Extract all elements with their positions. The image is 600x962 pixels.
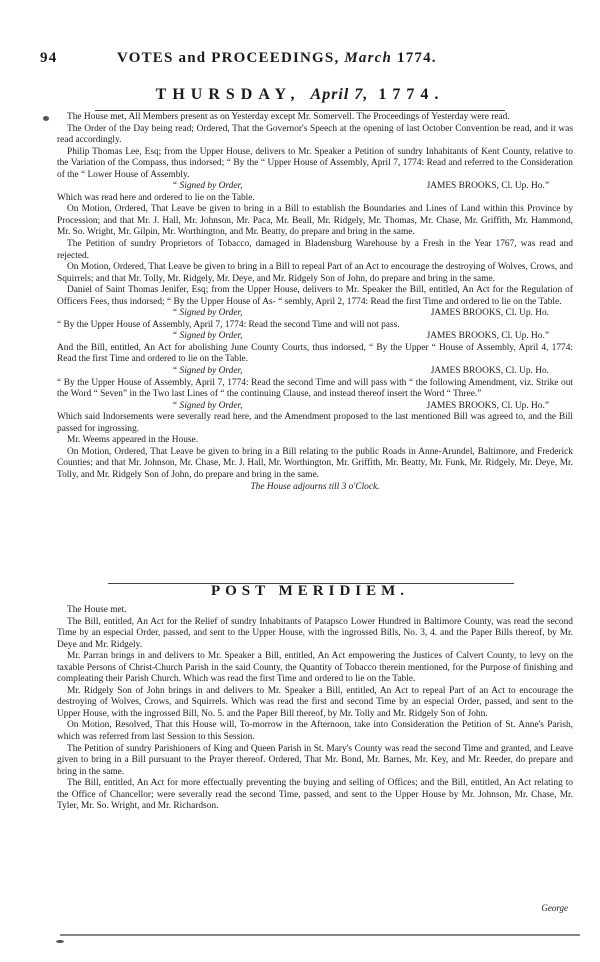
day-date: April 7, [310,86,369,103]
paragraph: Mr. Parran brings in and delivers to Mr. Speaker a Bill, entitled, An Act empowering the Justices of Calvert County, to levy on the taxable Persons of Christ-Church Parish in the said County, the Quantity of Tobacco therein mentioned, for the Purpose of finishing and compleating their Parish Church. Which was read the first Time and ordered to lie on the Table. [57,651,573,685]
paragraph: And the Bill, entitled, An Act for abolishing June County Courts, thus indorsed, “ By the Upper “ House of Assembly, April 4, 1774: Read the first Time and ordered to lie on the Table. [57,342,573,365]
day-year: 1774. [378,86,445,103]
running-title [117,50,437,67]
signature-line [57,181,573,193]
paragraph: The Order of the Day being read; Ordered, That the Governor's Speech at the opening of last October Convention be read, and it was read accordingly. [57,123,573,146]
running-title-main: VOTES and PROCEEDINGS, [117,50,345,66]
paragraph: Which said Indorsements were severally read here, and the Amendment proposed to the last mentioned Bill was agreed to, and the Bill passed for ingrossing. [57,412,573,434]
paragraph: Daniel of Saint Thomas Jenifer, Esq; from the Upper House, delivers to Mr. Speaker the Bill, entitled, An Act for the Regulation of Officers Fees, thus indorsed; “ By the Upper House of As- “ sembly, April 2, 1774: Read the first Time and ordered to lie on the Table. [57,285,573,307]
ink-blot [43,116,49,121]
heading-rule [95,110,505,111]
paragraph: On Motion, Ordered, That Leave be given to bring in a Bill to establish the Boundaries and Lines of Land within this Province by Procession; and that Mr. J. Hall, Mr. Johnson, Mr. Paca, Mr. Beall, Mr. Ridgely, Mr. Thomas, Mr. Chase, Mr. Griffith, Mr. Hammond, Mr. So. Wright, Mr. Gilpin, Mr. Worthington, and Mr. Beatty, do prepare and bring in the same. [57,204,573,238]
paragraph: The Bill, entitled, An Act for the Relief of sundry Inhabitants of Patapsco Lower Hundred in Baltimore County, was read the second Time by an especial Order, passed, and sent to the Upper House, with the ingrossed Bills, No. 3, 4. and the Paper Bills thereof, by Mr. Deye and Mr. Ridgely. [57,616,573,650]
signature-line [57,366,573,378]
clerk-name: JAMES BROOKS, Cl. Up. Ho.” [426,400,549,411]
page-bottom-edge [60,934,580,936]
running-header [40,50,570,72]
adjournment-note: The House adjourns till 3 o'Clock. [250,481,380,492]
signature-line [57,331,573,343]
paragraph: Mr. Weems appeared in the House. [67,435,199,446]
paragraph: The Petition of sundry Parishioners of King and Queen Parish in St. Mary's County was read the second Time and granted, and Leave given to bring in a Bill pursuant to the Prayer thereof. Ordered, That Mr. Bond, Mr. Barnes, Mr. Key, and Mr. Reeder, do prepare and bring in the same. [57,743,573,777]
paragraph: The Petition of sundry Proprietors of Tobacco, damaged in Bladensburg Warehouse by a Fresh in the Year 1767, was read and rejected. [57,239,573,261]
post-meridiem-heading: POST MERIDIEM. [210,583,410,599]
paragraph: The Bill, entitled, An Act for more effectually preventing the buying and selling of Offices; and the Bill, entitled, An Act relating to the Office of Chancellor; were severally read the second Time, passed, and sent to the Upper House by Mr. Johnson, Mr. Chase, Mr. Tyler, Mr. So. Wright, and Mr. Richardson. [57,778,573,812]
clerk-name: JAMES BROOKS, Cl. Up. Ho.” [426,331,549,342]
catchword: George [541,903,568,913]
afternoon-session [57,605,573,813]
day-heading [110,86,490,104]
paragraph: Philip Thomas Lee, Esq; from the Upper House, delivers to Mr. Speaker a Petition of sundry Inhabitants of Kent County, relative to the Variation of the Compass, thus indorsed; “ By the “ Upper House of Assembly, April 7, 1774: Read and referred to the Consideration of the “ Lower House of Assembly. [57,146,573,180]
ink-blot [56,940,64,943]
page-number: 94 [40,50,58,66]
paragraph: On Motion, Resolved, That this House will, To-morrow in the Afternoon, take into Consideration the Petition of St. Anne's Parish, which was referred from last Session to this Session. [57,720,573,743]
signed-by-order: “ Signed by Order, [172,400,243,411]
signed-by-order: “ Signed by Order, [172,366,243,377]
signature-line [57,308,573,320]
running-title-month: March [344,50,393,66]
paragraph: “ By the Upper House of Assembly, April 7, 1774: Read the second Time and will not pass. [57,319,400,330]
running-title-year: 1774. [392,50,437,66]
clerk-name: JAMES BROOKS, Cl. Up. Ho.” [426,181,549,192]
paragraph: “ By the Upper House of Assembly, April 7, 1774: Read the second Time and will pass with “ the following Amendment, viz. Strike out the Word “ Seven” in the Two last Lines of “ the continuing Clause, and instead thereof insert the Word “ Three.” [57,377,573,400]
paragraph: Mr. Ridgely Son of John brings in and delivers to Mr. Speaker a Bill, entitled, An Act to repeal Part of an Act to encourage the destroying of Wolves, Crows, and Squirrels. Which was read the first and second Time by an especial Order, passed, and sent to the Upper House, with the ingrossed Bill, No. 5. and the Paper Bill thereof, by Mr. Tolly and Mr. Ridgely Son of John. [57,685,573,719]
day-name: THURSDAY, [155,86,301,103]
signed-by-order: “ Signed by Order, [172,181,243,192]
signed-by-order: “ Signed by Order, [172,331,243,342]
signature-line [57,401,573,413]
clerk-name: JAMES BROOKS, Cl. Up. Ho. [430,366,549,377]
paragraph: On Motion, Ordered, That Leave be given to bring in a Bill to repeal Part of an Act to encourage the destroying of Wolves, Crows, and Squirrels; and that Mr. Tolly, Mr. Ridgely, Mr. Deye, and Mr. Ridgely Son of John, do prepare and bring in the same. [57,262,573,284]
morning-session [57,112,573,493]
paragraph: On Motion, Ordered, That Leave be given to bring in a Bill relating to the public Roads in Anne-Arundel, Baltimore, and Frederick Counties; and that Mr. Johnson, Mr. Chase, Mr. J. Hall, Mr. Worthington, Mr. Griffith, Mr. Beatty, Mr. Funk, Mr. Ridgely, Mr. Deye, Mr. Tolly, and Mr. Ridgely Son of John, do prepare and bring in the same. [57,446,573,480]
signed-by-order: “ Signed by Order, [172,308,243,319]
paragraph: The House met, All Members present as on Yesterday except Mr. Somervell. The Proceedings of Yesterday were read. [67,112,510,122]
clerk-name: JAMES BROOKS, Cl. Up. Ho. [430,308,549,319]
paragraph: The House met. [67,605,127,615]
paragraph: Which was read here and ordered to lie on the Table. [57,192,255,203]
